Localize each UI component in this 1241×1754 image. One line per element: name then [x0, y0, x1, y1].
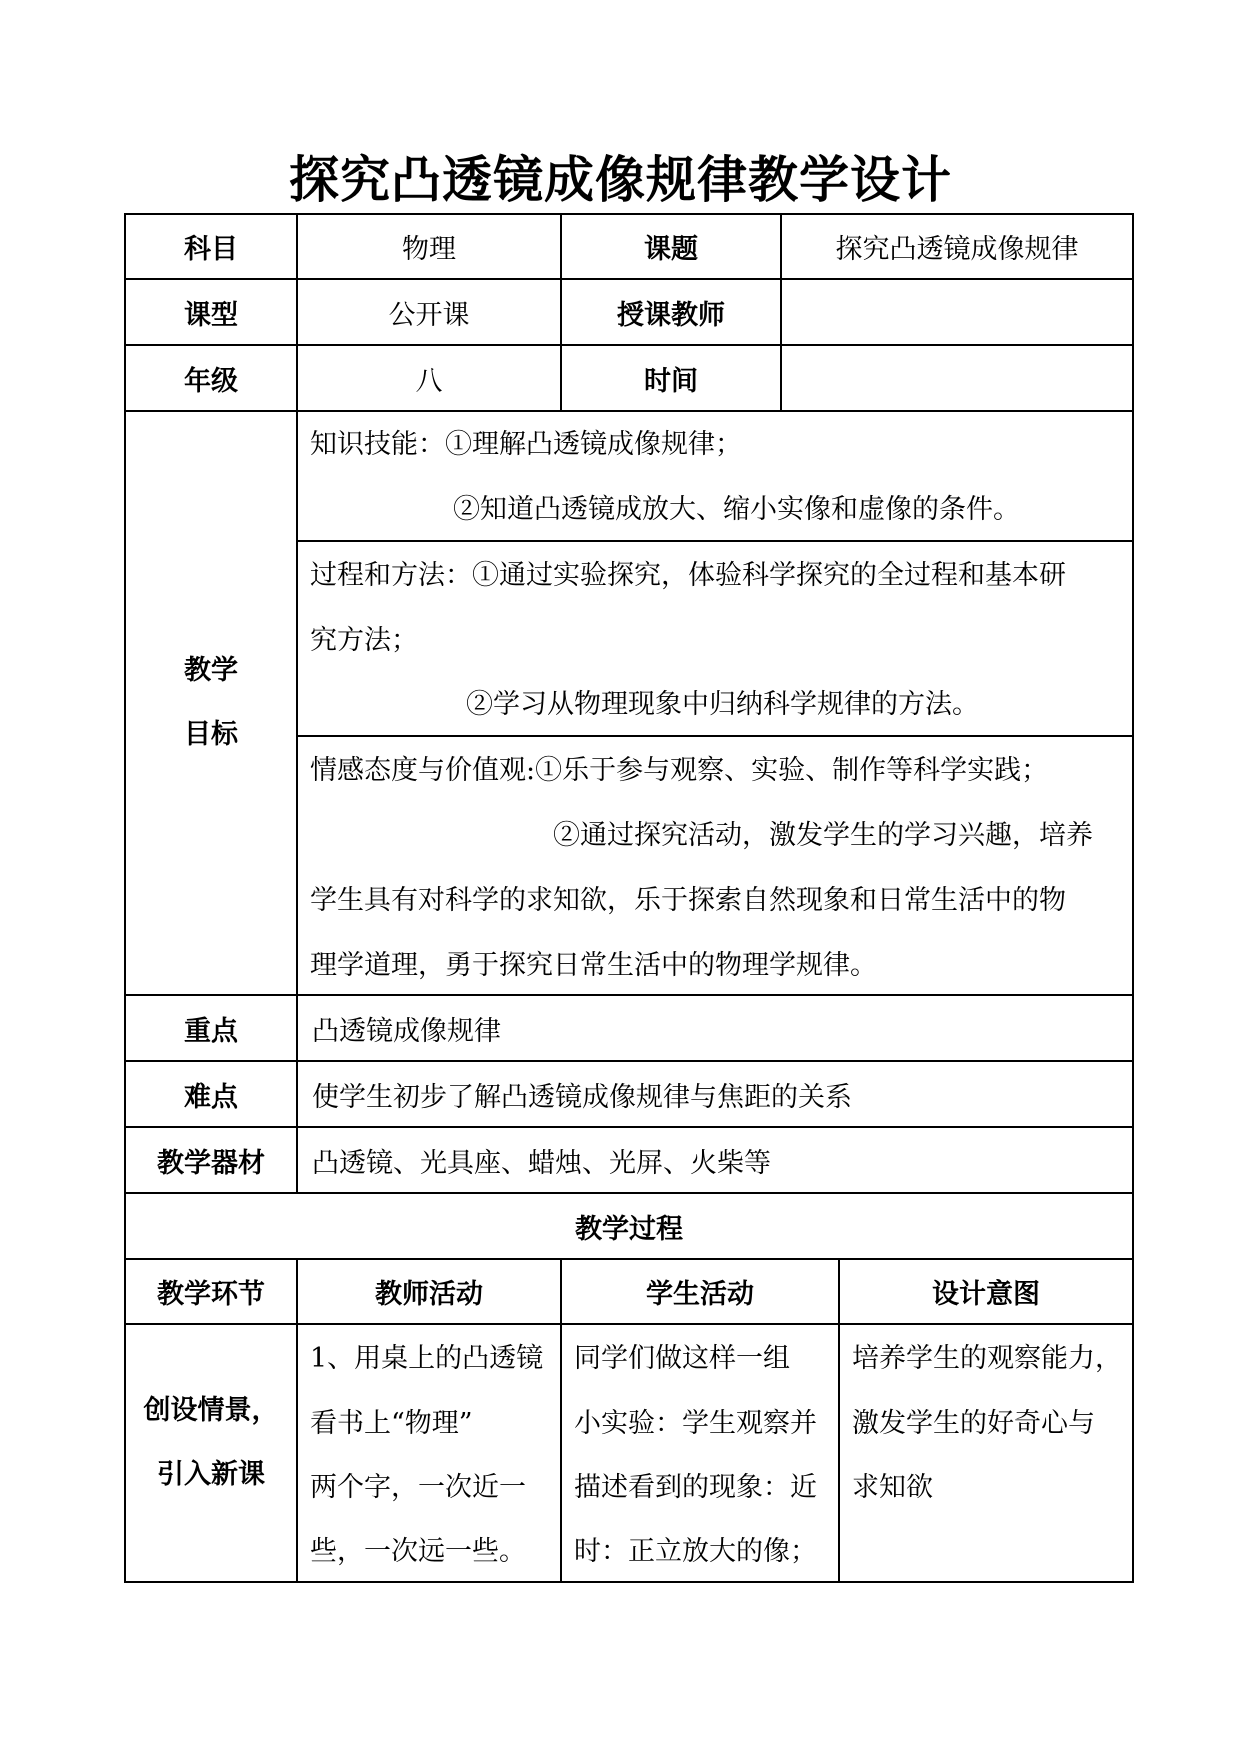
key-point-label: 重点: [184, 1015, 238, 1047]
subject-value: 物理: [402, 234, 456, 265]
type-value: 公开课: [388, 299, 470, 331]
goal-process-line: 过程和方法：①通过实验探究，体验科学探究的全过程和基本研: [310, 560, 1066, 591]
goal-knowledge-line: ②知道凸透镜成放大、缩小实像和虚像的条件。: [453, 494, 1020, 525]
goals-label-line: 教学: [184, 655, 238, 686]
header-design-intent: 设计意图: [932, 1279, 1040, 1310]
goal-emotion-line: 学生具有对科学的求知欲，乐于探索自然现象和日常生活中的物: [310, 885, 1066, 916]
type-label: 课型: [184, 299, 238, 331]
goal-process-line: 究方法；: [310, 625, 418, 656]
teacher-activity-line: 看书上“物理”: [310, 1408, 473, 1439]
topic-label: 课题: [644, 234, 698, 265]
grade-value: 八: [415, 365, 443, 397]
teacher-activity-line: 两个字，一次近一: [310, 1472, 526, 1503]
table-border-bottom: [124, 1581, 1134, 1583]
goal-emotion-line: 情感态度与价值观:①乐于参与观察、实验、制作等科学实践；: [310, 755, 1049, 786]
table-border-right: [1132, 213, 1134, 1583]
student-activity-line: 小实验：学生观察并: [574, 1408, 817, 1439]
design-intent-line: 求知欲: [852, 1472, 933, 1503]
student-activity-line: 同学们做这样一组: [574, 1343, 790, 1374]
equipment-label: 教学器材: [157, 1147, 265, 1179]
header-stage: 教学环节: [157, 1279, 265, 1310]
topic-value: 探究凸透镜成像规律: [835, 234, 1079, 265]
goal-knowledge-line: 知识技能：①理解凸透镜成像规律；: [310, 429, 742, 460]
teacher-activity-line: 些，一次远一些。: [310, 1536, 526, 1567]
stage-line: 引入新课: [157, 1459, 265, 1490]
student-activity-line: 时：正立放大的像；: [574, 1536, 817, 1567]
subject-label: 科目: [184, 234, 238, 265]
table-rule: [296, 540, 1134, 542]
student-activity-line: 描述看到的现象：近: [574, 1472, 817, 1503]
difficulty-label: 难点: [184, 1081, 238, 1113]
stage-line: 创设情景，: [143, 1395, 279, 1426]
difficulty-value: 使学生初步了解凸透镜成像规律与焦距的关系: [312, 1081, 852, 1113]
design-intent-line: 激发学生的好奇心与: [852, 1408, 1095, 1439]
time-value: [782, 346, 1132, 410]
key-point-value: 凸透镜成像规律: [312, 1015, 501, 1047]
teacher-value: [782, 280, 1132, 344]
stage-cell: [126, 1325, 296, 1581]
teacher-activity-line: 1、用桌上的凸透镜: [310, 1343, 544, 1374]
equipment-value: 凸透镜、光具座、蜡烛、光屏、火柴等: [312, 1147, 771, 1179]
header-teacher-activity: 教师活动: [375, 1279, 483, 1310]
goal-emotion-line: ②通过探究活动，激发学生的学习兴趣，培养: [553, 820, 1093, 851]
grade-label: 年级: [184, 365, 238, 397]
process-title: 教学过程: [575, 1213, 683, 1245]
header-student-activity: 学生活动: [646, 1279, 754, 1310]
goals-label: [126, 412, 296, 994]
time-label: 时间: [644, 365, 698, 397]
goals-label-line: 目标: [184, 719, 238, 750]
design-intent-line: 培养学生的观察能力，: [852, 1343, 1122, 1374]
document-title: 探究凸透镜成像规律教学设计: [289, 150, 952, 209]
teacher-label: 授课教师: [617, 299, 725, 331]
goal-emotion-line: 理学道理，勇于探究日常生活中的物理学规律。: [310, 950, 877, 981]
table-rule: [296, 735, 1134, 737]
goal-process-line: ②学习从物理现象中归纳科学规律的方法。: [466, 689, 979, 720]
